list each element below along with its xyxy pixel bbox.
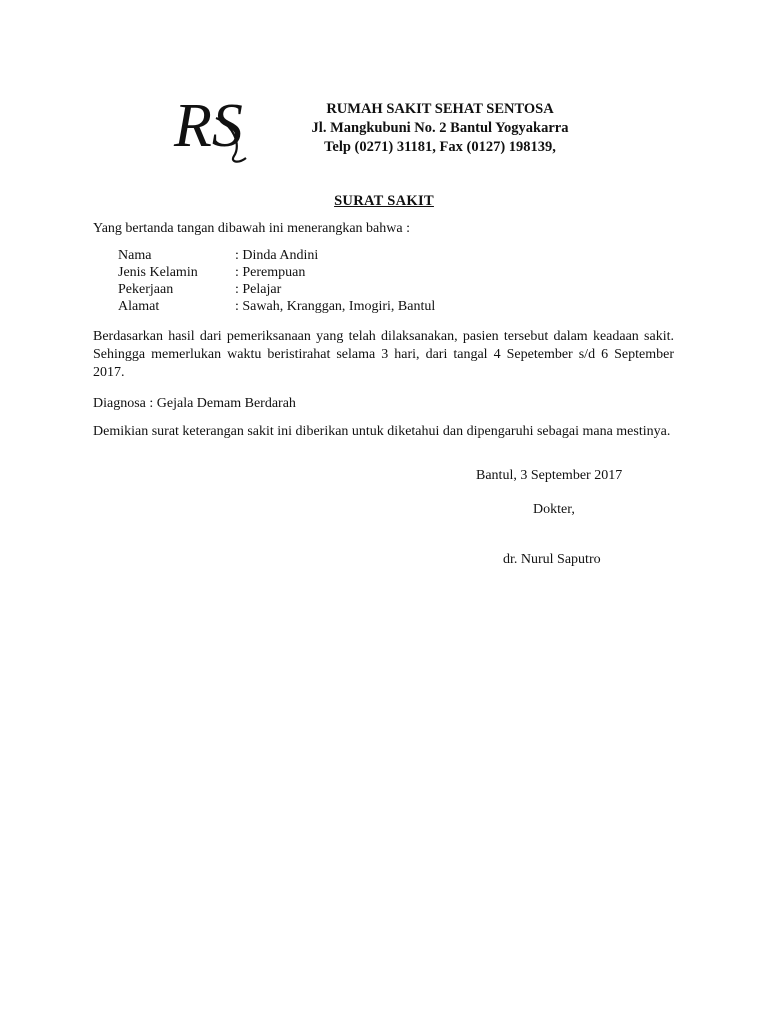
field-value: : Sawah, Kranggan, Imogiri, Bantul xyxy=(235,299,436,314)
field-value: : Pelajar xyxy=(235,282,282,297)
field-value: : Perempuan xyxy=(235,265,306,280)
field-row-pekerjaan xyxy=(118,281,435,298)
field-label: Pekerjaan xyxy=(118,282,174,297)
closing-paragraph: Demikian surat keterangan sakit ini diberikan untuk diketahui dan dipengaruhi sebagai mana mestinya. xyxy=(93,424,671,439)
field-value: : Dinda Andini xyxy=(235,248,319,263)
examination-paragraph: Berdasarkan hasil dari pemeriksanaan yang telah dilaksanakan, pasien tersebut dalam keadaan sakit. Sehingga memerlukan waktu beristirahat selama 3 hari, dari tangal 4 Sepetember s/d 6 September 2017. xyxy=(93,329,674,380)
hospital-name: RUMAH SAKIT SEHAT SENTOSA xyxy=(326,101,554,117)
document-title: SURAT SAKIT xyxy=(334,193,434,209)
hospital-contact: Telp (0271) 31181, Fax (0127) 198139, xyxy=(324,139,556,155)
rs-monogram-logo xyxy=(172,88,252,168)
diagnosis-line: Diagnosa : Gejala Demam Berdarah xyxy=(93,396,296,411)
field-row-nama xyxy=(118,247,435,264)
doctor-name: dr. Nurul Saputro xyxy=(503,552,601,567)
field-row-alamat xyxy=(118,298,435,315)
intro-text: Yang bertanda tangan dibawah ini menerangkan bahwa : xyxy=(93,221,410,236)
signatory-role: Dokter, xyxy=(533,502,575,517)
field-label: Nama xyxy=(118,248,152,263)
hospital-address: Jl. Mangkubuni No. 2 Bantul Yogyakarra xyxy=(311,120,569,136)
letterhead xyxy=(290,100,590,157)
field-label: Alamat xyxy=(118,299,160,314)
field-row-jenis-kelamin xyxy=(118,264,435,281)
patient-fields xyxy=(118,247,435,315)
field-label: Jenis Kelamin xyxy=(118,265,198,280)
place-date: Bantul, 3 September 2017 xyxy=(476,468,623,483)
logo-text: RS xyxy=(174,92,243,160)
